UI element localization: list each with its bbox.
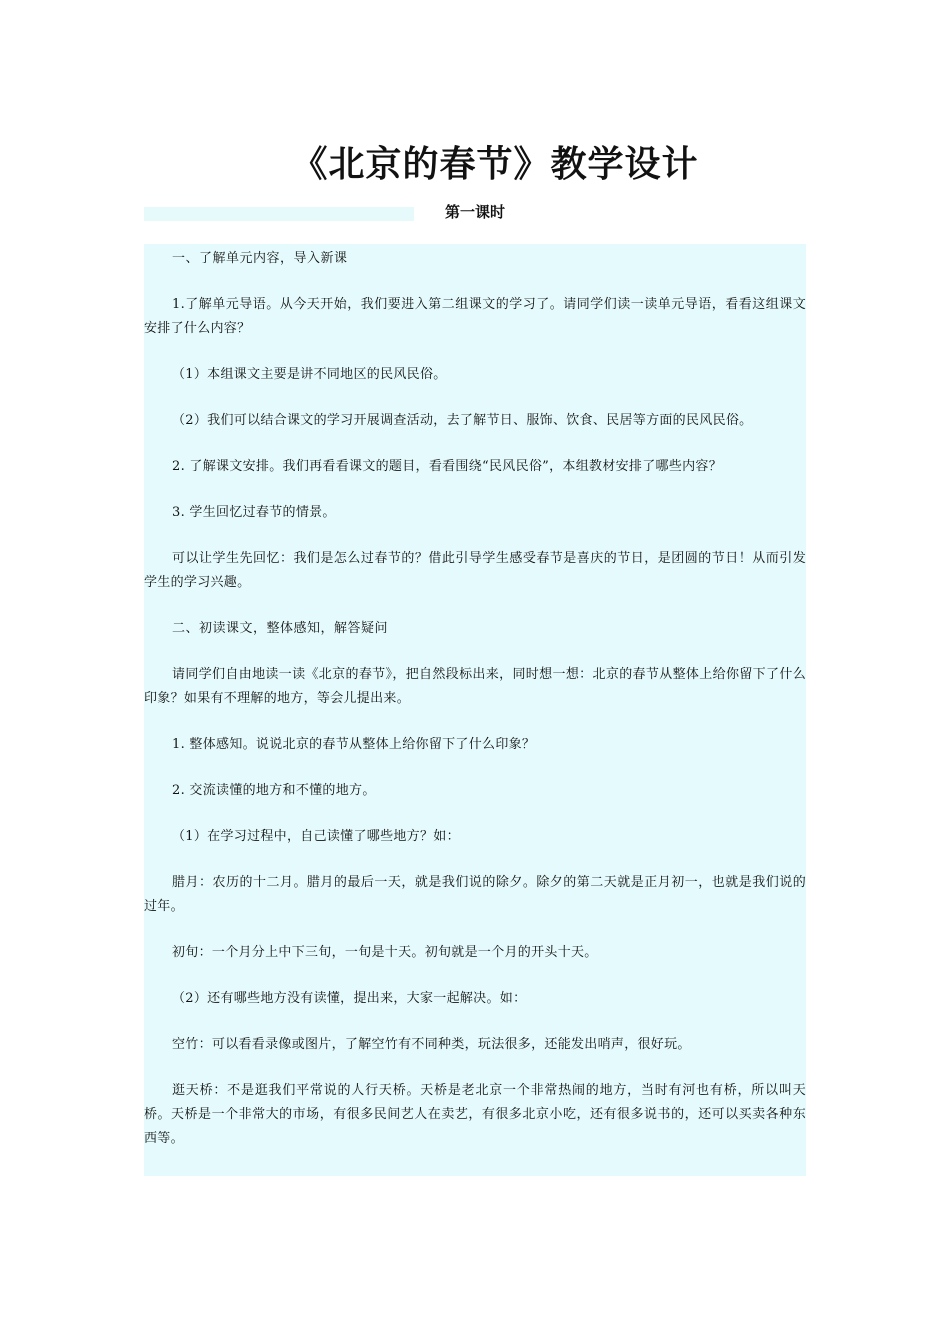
paragraph: 可以让学生先回忆：我们是怎么过春节的？借此引导学生感受春节是喜庆的节日，是团圆的节日！从而引发学生的学习兴趣。 — [144, 551, 806, 590]
paragraph: 1. 整体感知。说说北京的春节从整体上给你留下了什么印象？ — [172, 737, 536, 752]
paragraph: 腊月：农历的十二月。腊月的最后一天，就是我们说的除夕。除夕的第二天就是正月初一，也就是我们说的过年。 — [144, 875, 806, 914]
section-heading-2: 二、初读课文，整体感知，解答疑问 — [172, 621, 389, 636]
paragraph: （2）我们可以结合课文的学习开展调查活动，去了解节日、服饰、饮食、民居等方面的民风民俗。 — [172, 413, 753, 428]
paragraph: 初旬：一个月分上中下三旬，一旬是十天。初旬就是一个月的开头十天。 — [172, 945, 598, 960]
paragraph: （1）在学习过程中，自己读懂了哪些地方？如： — [172, 829, 460, 844]
lesson-content — [144, 244, 806, 1176]
section-heading-1: 一、了解单元内容，导入新课 — [172, 251, 348, 266]
lesson-subtitle: 第一课时 — [444, 203, 505, 221]
paragraph: 请同学们自由地读一读《北京的春节》，把自然段标出来，同时想一想：北京的春节从整体上给你留下了什么印象？如果有不理解的地方，等会儿提出来。 — [144, 667, 806, 706]
paragraph: （1）本组课文主要是讲不同地区的民风民俗。 — [172, 367, 447, 382]
paragraph: （2）还有哪些地方没有读懂，提出来，大家一起解决。如： — [172, 991, 527, 1006]
paragraph: 2. 交流读懂的地方和不懂的地方。 — [172, 783, 376, 798]
document-title: 《北京的春节》教学设计 — [291, 144, 699, 185]
paragraph: 1.了解单元导语。从今天开始，我们要进入第二组课文的学习了。请同学们读一读单元导语，看看这组课文安排了什么内容？ — [144, 297, 806, 336]
paragraph: 3. 学生回忆过春节的情景。 — [172, 505, 336, 520]
paragraph: 逛天桥：不是逛我们平常说的人行天桥。天桥是老北京一个非常热闹的地方，当时有河也有桥，所以叫天桥。天桥是一个非常大的市场，有很多民间艺人在卖艺，有很多北京小吃，还有很多说书的，还可以买卖各种东西等。 — [144, 1083, 806, 1146]
paragraph: 空竹：可以看看录像或图片，了解空竹有不同种类，玩法很多，还能发出哨声，很好玩。 — [172, 1037, 691, 1052]
paragraph: 2. 了解课文安排。我们再看看课文的题目，看看围绕“民风民俗”，本组教材安排了哪些内容？ — [172, 459, 723, 474]
